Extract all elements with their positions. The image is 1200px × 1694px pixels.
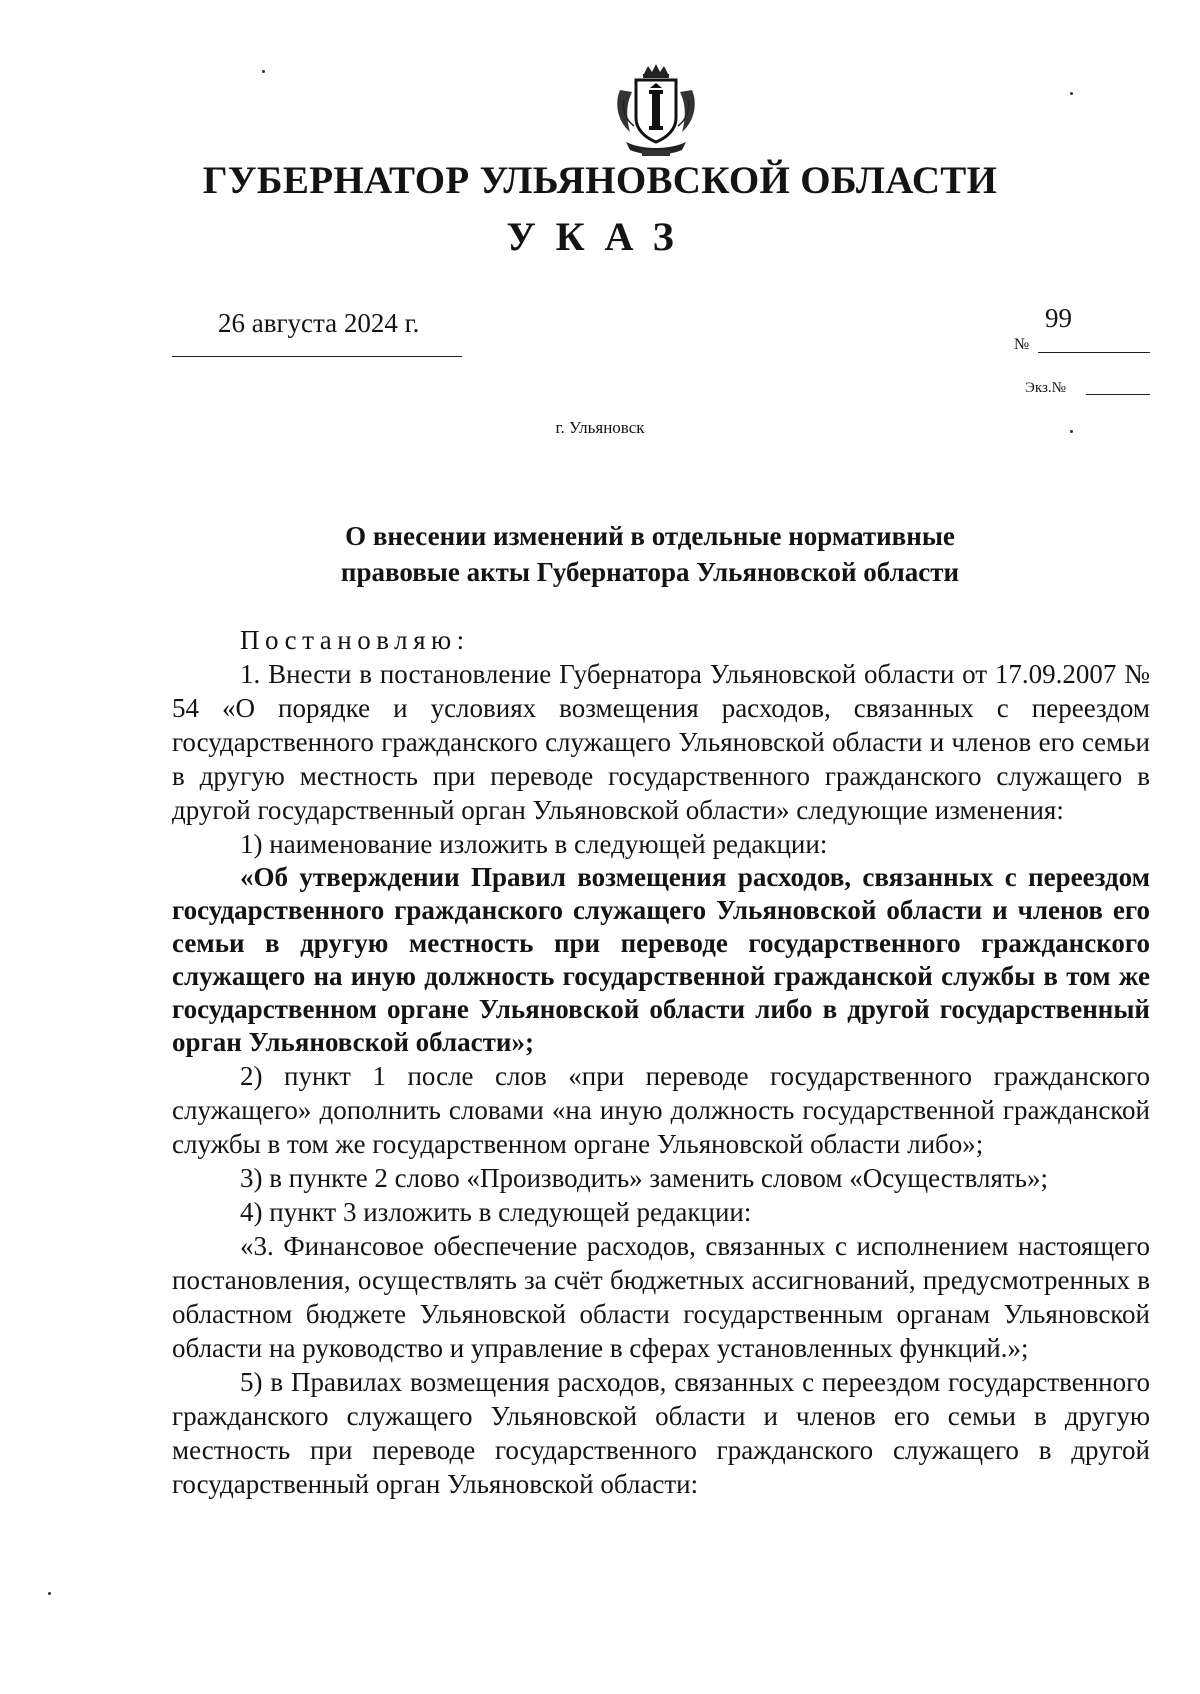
paragraph: «3. Финансовое обеспечение расходов, связанных с исполнением настоящего постановления, осуществлять за счёт бюджетных ассигнований, предусмотренных в областном бюджете Ульяновской области государственным органам Ульяновской области на руководство и управление в сферах установленных функций.»; [172, 1231, 1150, 1363]
copy-number-label: Экз.№ [1025, 380, 1066, 396]
document-type: УКАЗ [506, 214, 694, 259]
date-underline [172, 356, 462, 357]
scan-speck [1070, 430, 1073, 433]
title-line: О внесении изменений в отдельные нормативные [345, 521, 955, 551]
scan-speck [262, 70, 265, 73]
issuing-authority: ГУБЕРНАТОР УЛЬЯНОВСКОЙ ОБЛАСТИ [202, 159, 998, 202]
paragraph: 4) пункт 3 изложить в следующей редакции: [240, 1197, 752, 1227]
number-underline [1038, 352, 1150, 353]
number-label: № [1014, 336, 1030, 353]
paragraph: 2) пункт 1 после слов «при переводе государственного гражданского служащего» дополнить словами «на иную должность государственной гражданской службы в том же государственном органе Ульяновской области либо»; [172, 1061, 1150, 1159]
ordering-word: Постановляю: [240, 625, 470, 655]
paragraph: 5) в Правилах возмещения расходов, связанных с переездом государственного гражданского служащего Ульяновской области и членов его семьи в другую местность при переводе государственного гражданского служащего в другой государственный орган Ульяновской области: [172, 1367, 1150, 1499]
copy-number-underline [1086, 394, 1150, 395]
document-title [300, 518, 1000, 590]
paragraph: 1. Внести в постановление Губернатора Ульяновской области от 17.09.2007 № 54 «О порядке и условиях возмещения расходов, связанных с переездом государственного гражданского служащего Ульяновской области и членов его семьи в другую местность при переводе государственного гражданского служащего в другой государственный орган Ульяновской области» следующие изменения: [172, 659, 1150, 825]
paragraph: 3) в пункте 2 слово «Производить» заменить словом «Осуществлять»; [240, 1163, 1048, 1193]
coat-of-arms-icon [612, 60, 700, 160]
paragraph: 1) наименование изложить в следующей редакции: [240, 829, 828, 859]
scan-speck [48, 1592, 51, 1595]
document-number: 99 [1045, 303, 1072, 333]
city: г. Ульяновск [555, 418, 645, 437]
scan-speck [1070, 92, 1073, 95]
title-line: правовые акты Губернатора Ульяновской области [340, 557, 960, 587]
document-body [172, 623, 1150, 1501]
paragraph-bold: «Об утверждении Правил возмещения расходов, связанных с переездом государственного гражданского служащего Ульяновской области и членов его семьи в другую местность при переводе государственного гражданского служащего на иную должность государственной гражданской службы в том же государственном органе Ульяновской области либо в другой государственный орган Ульяновской области»; [172, 862, 1150, 1057]
document-date: 26 августа 2024 г. [218, 308, 420, 338]
